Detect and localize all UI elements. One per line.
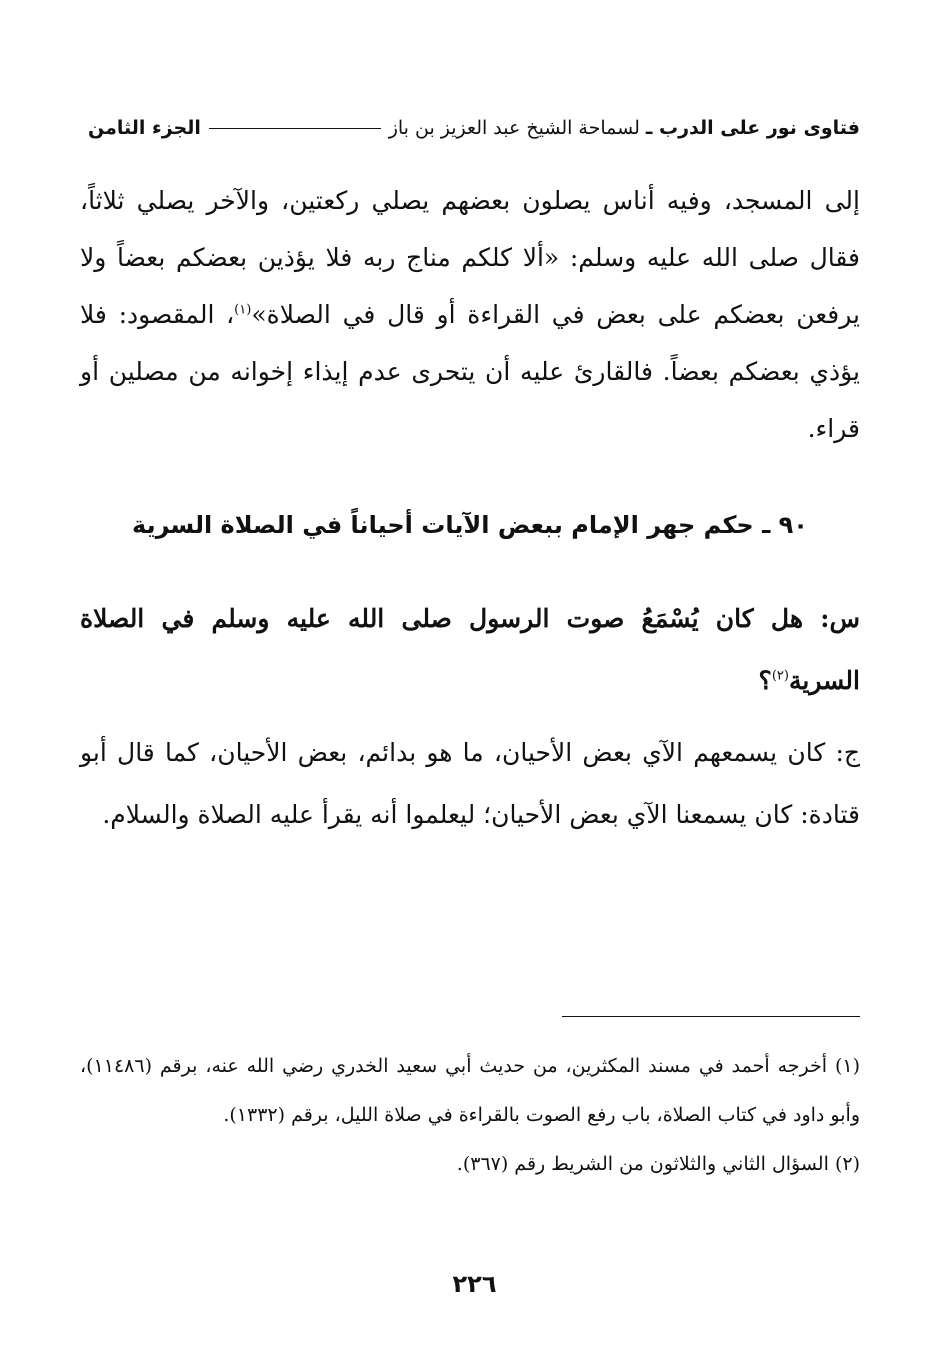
running-header [88,108,860,148]
header-rule [209,128,381,129]
footnote-ref-1[interactable]: (١) [234,302,252,318]
footnote-marker: (٢) [834,1153,860,1175]
footnote-ref-2[interactable]: (٢) [771,668,789,684]
author-name: لسماحة الشيخ عبد العزيز بن باز [388,117,640,139]
footnotes [80,1042,860,1189]
page-number: ٢٢٦ [452,1270,497,1298]
footnote-marker: (١) [834,1055,860,1077]
question-text: س: هل كان يُسْمَعُ صوت الرسول صلى الله عليه وسلم في الصلاة السرية [80,604,860,695]
question-paragraph [80,588,860,712]
footnote-2 [80,1140,860,1189]
book-title: فتاوى نور على الدرب ـ [645,117,860,139]
question-mark: ؟ [758,666,772,695]
footnote-text: أخرجه أحمد في مسند المكثرين، من حديث أبي سعيد الخدري رضي الله عنه، برقم (١١٤٨٦)، وأبو داود في كتاب الصلاة، باب رفع الصوت بالقراءة في صلاة الليل، برقم (١٣٣٢). [80,1055,860,1126]
answer-paragraph: ج: كان يسمعهم الآي بعض الأحيان، ما هو بدائم، بعض الأحيان، كما قال أبو قتادة: كان يسمعنا الآي بعض الأحيان؛ ليعلموا أنه يقرأ عليه الصلاة والسلام. [80,738,860,829]
paragraph-continuation [80,172,860,457]
volume-label: الجزء الثامن [88,117,201,139]
paragraph-text-rest: ، المقصود: فلا يؤذي بعضكم بعضاً. فالقارئ عليه أن يتحرى عدم إيذاء إخوانه من مصلين أو قراء. [80,300,860,443]
footnote-1 [80,1042,860,1140]
section-heading: ٩٠ ـ حكم جهر الإمام ببعض الآيات أحياناً في الصلاة السرية [132,511,808,539]
footnote-text: السؤال الثاني والثلاثون من الشريط رقم (٣٦٧). [456,1153,829,1175]
footnote-separator [562,1016,860,1017]
paragraph-text: إلى المسجد، وفيه أناس يصلون بعضهم يصلي ركعتين، والآخر يصلي ثلاثاً، فقال صلى الله عليه وسلم: «ألا كلكم مناج ربه فلا يؤذين بعضكم بعضاً ولا يرفعن بعضكم على بعض في القراءة أو قال في الصلاة» [80,186,860,329]
